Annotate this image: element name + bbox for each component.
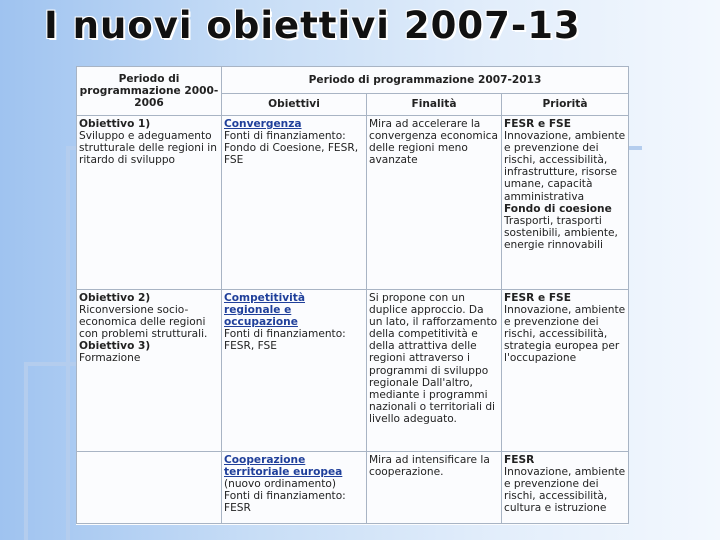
header-priorita: Priorità bbox=[502, 94, 629, 116]
old-objective-cell-empty bbox=[77, 452, 222, 524]
priorita-cell bbox=[502, 290, 629, 452]
objective-competitivita-link[interactable]: Competitività regionale e occupazione bbox=[224, 292, 305, 329]
old-objective-text-secondary: Formazione bbox=[79, 352, 141, 365]
header-obiettivi: Obiettivi bbox=[222, 94, 367, 116]
finalita-cell: Mira ad intensificare la cooperazione. bbox=[367, 452, 502, 524]
priority-text: Innovazione, ambiente e prevenzione dei rischi, accessibilità, infrastrutture, risorse umane, capacità amministrativa bbox=[504, 130, 626, 203]
priority-text-secondary: Trasporti, trasporti sostenibili, ambiente, energie rinnovabili bbox=[504, 214, 618, 251]
objective-funding-text: Fonti di finanziamento: Fondo di Coesione, FESR, FSE bbox=[224, 130, 359, 167]
priorita-cell bbox=[502, 452, 629, 524]
header-row-1 bbox=[77, 67, 629, 94]
priorita-cell bbox=[502, 116, 629, 290]
header-new-period: Periodo di programmazione 2007-2013 bbox=[222, 67, 629, 94]
table-row bbox=[77, 116, 629, 290]
priority-title: FESR e FSE bbox=[504, 292, 571, 304]
new-objective-cell bbox=[222, 116, 367, 290]
header-old-period: Periodo di programmazione 2000-2006 bbox=[77, 67, 222, 116]
finalita-cell: Si propone con un duplice approccio. Da un lato, il rafforzamento della competitività e della attrattiva delle regioni attraverso i programmi di sviluppo regionale Dall'altro, mediante i programmi nazionali o territoriali di livello adeguato. bbox=[367, 290, 502, 452]
table-row bbox=[77, 290, 629, 452]
objective-convergenza-link[interactable]: Convergenza bbox=[224, 118, 302, 130]
old-objective-title: Obiettivo 1) bbox=[79, 118, 151, 130]
decorative-bar-left bbox=[66, 146, 70, 540]
old-objective-cell bbox=[77, 290, 222, 452]
new-objective-cell bbox=[222, 290, 367, 452]
decorative-bar-left-low bbox=[24, 362, 28, 540]
old-objective-cell bbox=[77, 116, 222, 290]
old-objective-text: Sviluppo e adeguamento strutturale delle regioni in ritardo di sviluppo bbox=[79, 130, 217, 167]
programming-table-sheet bbox=[76, 66, 628, 525]
objective-funding-text: Fonti di finanziamento: FESR, FSE bbox=[224, 328, 346, 353]
priority-title-secondary: Fondo di coesione bbox=[504, 202, 612, 215]
table-row bbox=[77, 452, 629, 524]
programming-table bbox=[76, 66, 629, 524]
old-objective-title-secondary: Obiettivo 3) bbox=[79, 340, 151, 353]
priority-text: Innovazione, ambiente e prevenzione dei rischi, accessibilità, strategia europea per l'occupazione bbox=[504, 304, 626, 365]
objective-cooperazione-link[interactable]: Cooperazione territoriale europea bbox=[224, 454, 343, 479]
priority-text: Innovazione, ambiente e prevenzione dei rischi, accessibilità, cultura e istruzione bbox=[504, 466, 626, 515]
finalita-cell: Mira ad accelerare la convergenza economica delle regioni meno avanzate bbox=[367, 116, 502, 290]
slide-title: I nuovi obiettivi 2007-13 bbox=[44, 4, 581, 47]
new-objective-cell bbox=[222, 452, 367, 524]
priority-title: FESR e FSE bbox=[504, 118, 571, 130]
priority-title: FESR bbox=[504, 454, 535, 466]
objective-funding-text: (nuovo ordinamento) Fonti di finanziamento: FESR bbox=[224, 478, 346, 515]
old-objective-text: Riconversione socio-economica delle regioni con problemi strutturali. bbox=[79, 304, 208, 341]
header-finalita: Finalità bbox=[367, 94, 502, 116]
old-objective-title: Obiettivo 2) bbox=[79, 292, 151, 304]
